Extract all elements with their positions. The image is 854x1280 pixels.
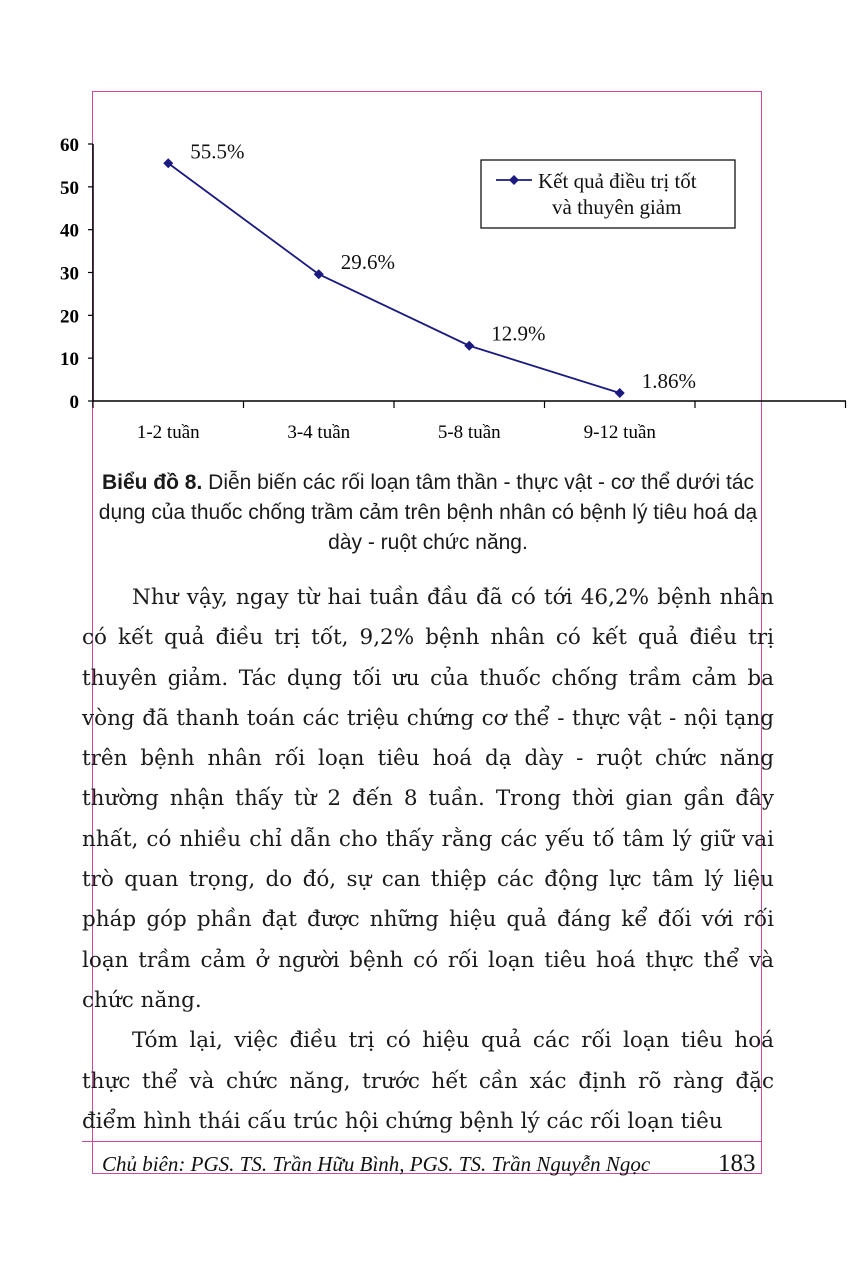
paragraph-1: Như vậy, ngay từ hai tuần đầu đã có tới 46,2% bệnh nhân có kết quả điều trị tốt, 9,2% bệnh nhân có kết quả điều trị thuyên giảm. Tác dụng tối ưu của thuốc chống trầm cảm ba vòng đã thanh toán các triệu chứng cơ thể - thực vật - nội tạng trên bệnh nhân rối loạn tiêu hoá dạ dày - ruột chức năng thường nhận thấy từ 2 đến 8 tuần. Trong thời gian gần đây nhất, có nhiều chỉ dẫn cho thấy rằng các yếu tố tâm lý giữ vai trò quan trọng, do đó, sự can thiệp các động lực tâm lý liệu pháp góp phần đạt được những hiệu quả đáng kể đối với rối loạn trầm cảm ở người bệnh có rối loạn tiêu hoá thực thể và chức năng. — [82, 585, 774, 1013]
y-tick-label: 50 — [60, 177, 79, 199]
footer-divider — [82, 1141, 762, 1142]
line-chart — [0, 0, 854, 460]
x-tick-label: 1-2 tuần — [136, 422, 200, 443]
data-point-marker — [615, 388, 625, 398]
x-tick-label: 9-12 tuần — [583, 422, 656, 443]
y-tick-label: 20 — [60, 306, 79, 328]
data-label: 29.6% — [340, 250, 395, 275]
data-label: 1.86% — [641, 369, 696, 394]
caption-text: Diễn biến các rối loạn tâm thần - thực vật - cơ thể dưới tác dụng của thuốc chống trầm cảm trên bệnh nhân có bệnh lý tiêu hoá dạ dày - ruột chức năng. — [98, 471, 758, 554]
y-tick-label: 0 — [69, 392, 79, 413]
x-tick-label: 3-4 tuần — [287, 422, 351, 443]
body-text — [82, 578, 774, 1142]
caption-label: Biểu đồ 8. — [101, 471, 203, 494]
legend-label: Kết quả điều trị tốt và thuyên giảm — [538, 169, 697, 219]
data-label: 55.5% — [190, 139, 245, 164]
footer-credit: Chủ biên: PGS. TS. Trần Hữu Bình, PGS. TS. Trần Nguyễn Ngọc — [102, 1152, 651, 1176]
x-tick-label: 5-8 tuần — [437, 422, 501, 443]
figure-caption — [82, 468, 774, 558]
y-tick-label: 60 — [60, 135, 79, 156]
y-tick-label: 30 — [60, 263, 79, 285]
paragraph-2: Tóm lại, việc điều trị có hiệu quả các rối loạn tiêu hoá thực thể và chức năng, trước hết cần xác định rõ ràng đặc điểm hình thái cấu trúc hội chứng bệnh lý các rối loạn tiêu — [82, 1028, 774, 1134]
data-point-marker — [464, 341, 474, 351]
chart-legend — [481, 160, 735, 228]
page-number: 183 — [718, 1150, 756, 1177]
y-tick-label: 10 — [60, 349, 79, 371]
y-tick-label: 40 — [60, 220, 79, 242]
data-label: 12.9% — [491, 321, 546, 346]
